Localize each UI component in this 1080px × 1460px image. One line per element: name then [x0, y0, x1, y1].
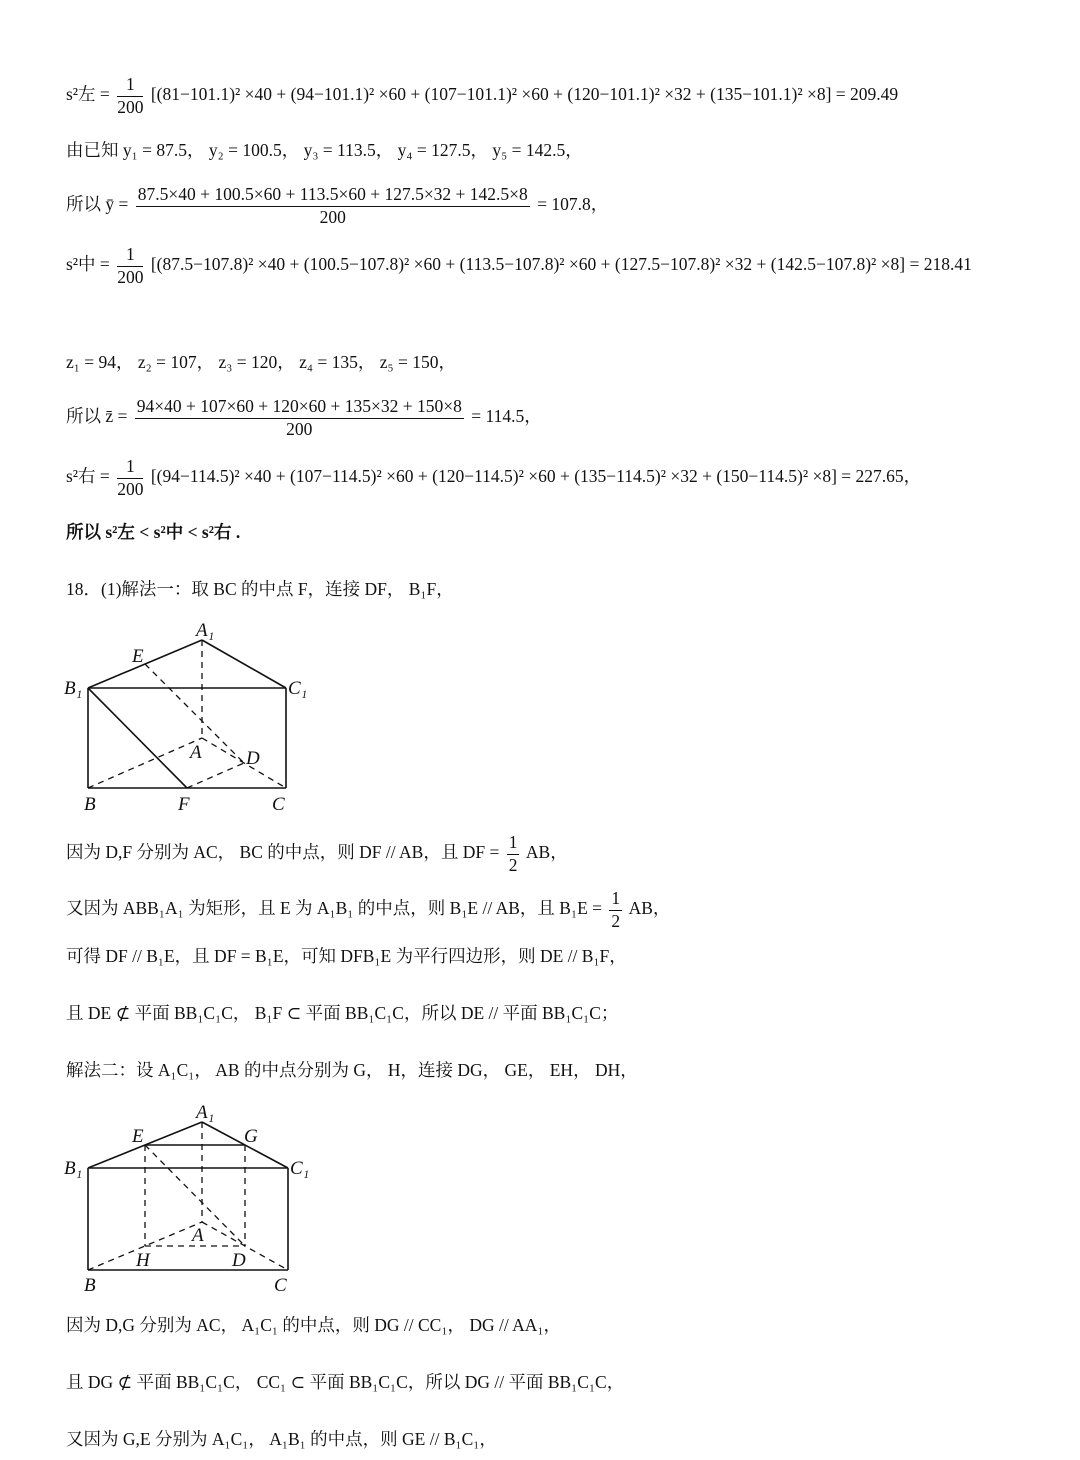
fraction-numerator: 1 — [117, 76, 143, 97]
label-b1: B₁ — [64, 1158, 83, 1179]
variance-mid-fraction — [117, 246, 143, 286]
label-c1: C₁ — [288, 678, 308, 699]
fraction-denominator: 200 — [117, 478, 144, 499]
because-df-tail: AB， — [525, 842, 568, 863]
because-df-line — [66, 834, 568, 874]
segment-f-d-hidden — [187, 763, 244, 788]
edge-a-c-hidden — [202, 738, 286, 788]
label-a: A — [192, 1225, 204, 1246]
half-fraction-2 — [609, 890, 622, 930]
question-18-intro: 18．(1)解法一：取 BC 的中点 F，连接 DF， B₁F， — [66, 579, 454, 599]
label-a: A — [190, 742, 202, 763]
label-b1: B₁ — [64, 678, 83, 699]
label-b: B — [84, 794, 96, 815]
variance-left-fraction — [117, 76, 143, 116]
half-fraction — [507, 834, 520, 874]
variance-mid-body: [(87.5−107.8)² ×40 + (100.5−107.8)² ×60 + (113.5−107.8)² ×60 + (127.5−107.8)² ×32 + (142.5−107.8)² ×8] = 218.41 — [150, 254, 972, 275]
fraction-denominator: 2 — [508, 854, 518, 875]
rectangle-text: 又因为 ABB₁A₁ 为矩形，且 E 为 A₁B₁ 的中点，则 B₁E // AB，且 B₁E = — [66, 898, 603, 919]
z-mean-rhs: = 114.5， — [471, 406, 542, 427]
ge-parallel-line: 又因为 G,E 分别为 A₁C₁， A₁B₁ 的中点，则 GE // B₁C₁， — [66, 1429, 497, 1449]
variance-mid-equation — [66, 246, 972, 286]
segment-b1-f — [88, 688, 187, 788]
variance-right-equation — [66, 458, 921, 498]
fraction-numerator: 1 — [117, 246, 143, 267]
method-two-intro: 解法二：设 A₁C₁， AB 的中点分别为 G， H，连接 DG， GE， EH， DH， — [66, 1060, 638, 1080]
variance-right-lhs: s²右 = — [66, 466, 110, 487]
label-d: D — [232, 1250, 246, 1271]
variance-mid-lhs: s²中 = — [66, 254, 110, 275]
edge-a1-c1 — [202, 640, 286, 688]
fraction-denominator: 200 — [319, 206, 346, 227]
because-df-text: 因为 D,F 分别为 AC， BC 的中点，则 DF // AB，且 DF = — [66, 842, 500, 863]
fraction-numerator: 87.5×40 + 100.5×60 + 113.5×60 + 127.5×32 + 142.5×8 — [136, 186, 530, 207]
conclusion-line-1: 且 DE ⊄ 平面 BB₁C₁C， B₁F ⊂ 平面 BB₁C₁C，所以 DE // 平面 BB₁C₁C； — [66, 1003, 619, 1023]
fraction-numerator: 1 — [117, 458, 143, 479]
variance-right-body: [(94−114.5)² ×40 + (107−114.5)² ×60 + (120−114.5)² ×60 + (135−114.5)² ×32 + (150−114.5)² ×8] = 227.65， — [150, 466, 922, 487]
fraction-denominator: 200 — [117, 96, 144, 117]
label-e: E — [132, 646, 144, 667]
fraction-denominator: 200 — [286, 418, 313, 439]
rectangle-line — [66, 890, 670, 930]
y-mean-lhs: 所以 ȳ = — [66, 194, 129, 215]
prism-figure-2 — [60, 1098, 320, 1296]
label-c1: C₁ — [290, 1158, 310, 1179]
label-a1: A₁ — [196, 1102, 215, 1123]
y-mean-equation — [66, 186, 608, 226]
label-e: E — [132, 1126, 144, 1147]
fraction-numerator: 1 — [609, 890, 622, 911]
label-d: D — [246, 748, 260, 769]
label-c: C — [274, 1275, 287, 1296]
fraction-denominator: 200 — [117, 266, 144, 287]
label-b: B — [84, 1275, 96, 1296]
fraction-denominator: 2 — [611, 910, 621, 931]
z-mean-equation — [66, 398, 542, 438]
fraction-numerator: 1 — [507, 834, 520, 855]
label-c: C — [272, 794, 285, 815]
label-h: H — [136, 1250, 150, 1271]
variance-right-fraction — [117, 458, 143, 498]
variance-left-lhs: s²左 = — [66, 84, 110, 105]
z-mean-fraction — [135, 398, 464, 438]
rectangle-tail: AB， — [628, 898, 671, 919]
variance-left-equation — [66, 76, 898, 116]
dg-parallel-line: 因为 D,G 分别为 AC， A₁C₁ 的中点，则 DG // CC₁， DG // AA₁， — [66, 1315, 561, 1335]
z-values-line: z₁ = 94， z₂ = 107， z₃ = 120， z₄ = 135， z₅ = 150， — [66, 352, 456, 372]
y-values-line: 由已知 y₁ = 87.5， y₂ = 100.5， y₃ = 113.5， y₄ = 127.5， y₅ = 142.5， — [66, 140, 583, 160]
y-mean-rhs: = 107.8， — [537, 194, 609, 215]
fraction-numerator: 94×40 + 107×60 + 120×60 + 135×32 + 150×8 — [135, 398, 464, 419]
y-mean-fraction — [136, 186, 530, 226]
prism-figure-1 — [60, 618, 320, 816]
parallelogram-line: 可得 DF // B₁E，且 DF = B₁E，可知 DFB₁E 为平行四边形，则 DE // B₁F， — [66, 946, 627, 966]
z-mean-lhs: 所以 z̄ = — [66, 406, 128, 427]
label-a1: A₁ — [196, 620, 215, 641]
variance-comparison: 所以 s²左 < s²中 < s²右 . — [66, 522, 241, 542]
label-g: G — [244, 1126, 258, 1147]
label-f: F — [178, 794, 190, 815]
dg-plane-line: 且 DG ⊄ 平面 BB₁C₁C， CC₁ ⊂ 平面 BB₁C₁C，所以 DG // 平面 BB₁C₁C， — [66, 1372, 625, 1392]
variance-left-body: [(81−101.1)² ×40 + (94−101.1)² ×60 + (107−101.1)² ×60 + (120−101.1)² ×32 + (135−101.1)² ×8] = 209.49 — [150, 84, 899, 105]
